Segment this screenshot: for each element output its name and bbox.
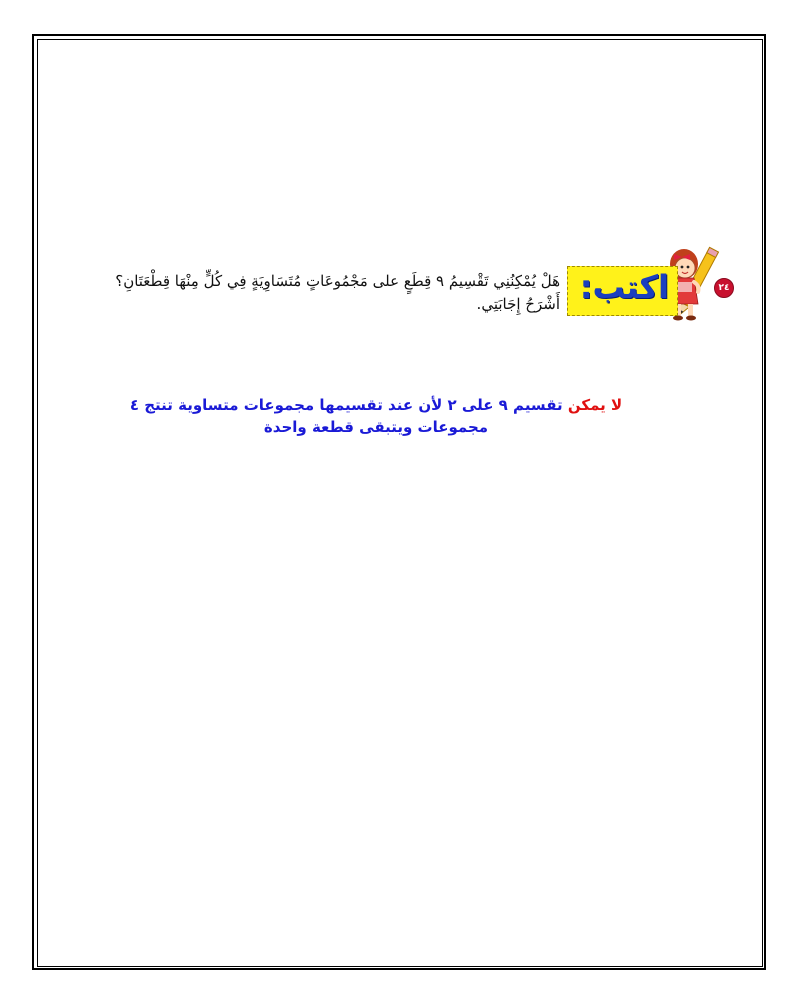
- write-label: اكتب:: [579, 268, 669, 306]
- answer-text: [92, 394, 660, 438]
- page-border-inner: [37, 39, 763, 967]
- question-line-1: هَلْ يُمْكِنُنِي تَقْسِيمُ ٩ قِطَعٍ على مَجْمُوعَاتٍ مُتَسَاوِيَةٍ فِي كُلٍّ مِنْهَا قِطْعَتَانِ؟: [115, 272, 560, 290]
- answer-line-1: [92, 394, 660, 416]
- answer-line-2: مجموعات ويتبقى قطعة واحدة: [263, 418, 489, 436]
- question-text: [115, 270, 560, 316]
- write-instruction-box: [567, 266, 678, 316]
- question-number-badge: ٢٤: [714, 278, 734, 298]
- question-line-2: أَشْرَحُ إِجَابَتِي.: [476, 295, 560, 313]
- answer-negation: لا يمكن: [567, 396, 623, 414]
- answer-line-1-rest: تقسيم ٩ على ٢ لأن عند تقسيمها مجموعات متساوية تنتج ٤: [129, 396, 568, 414]
